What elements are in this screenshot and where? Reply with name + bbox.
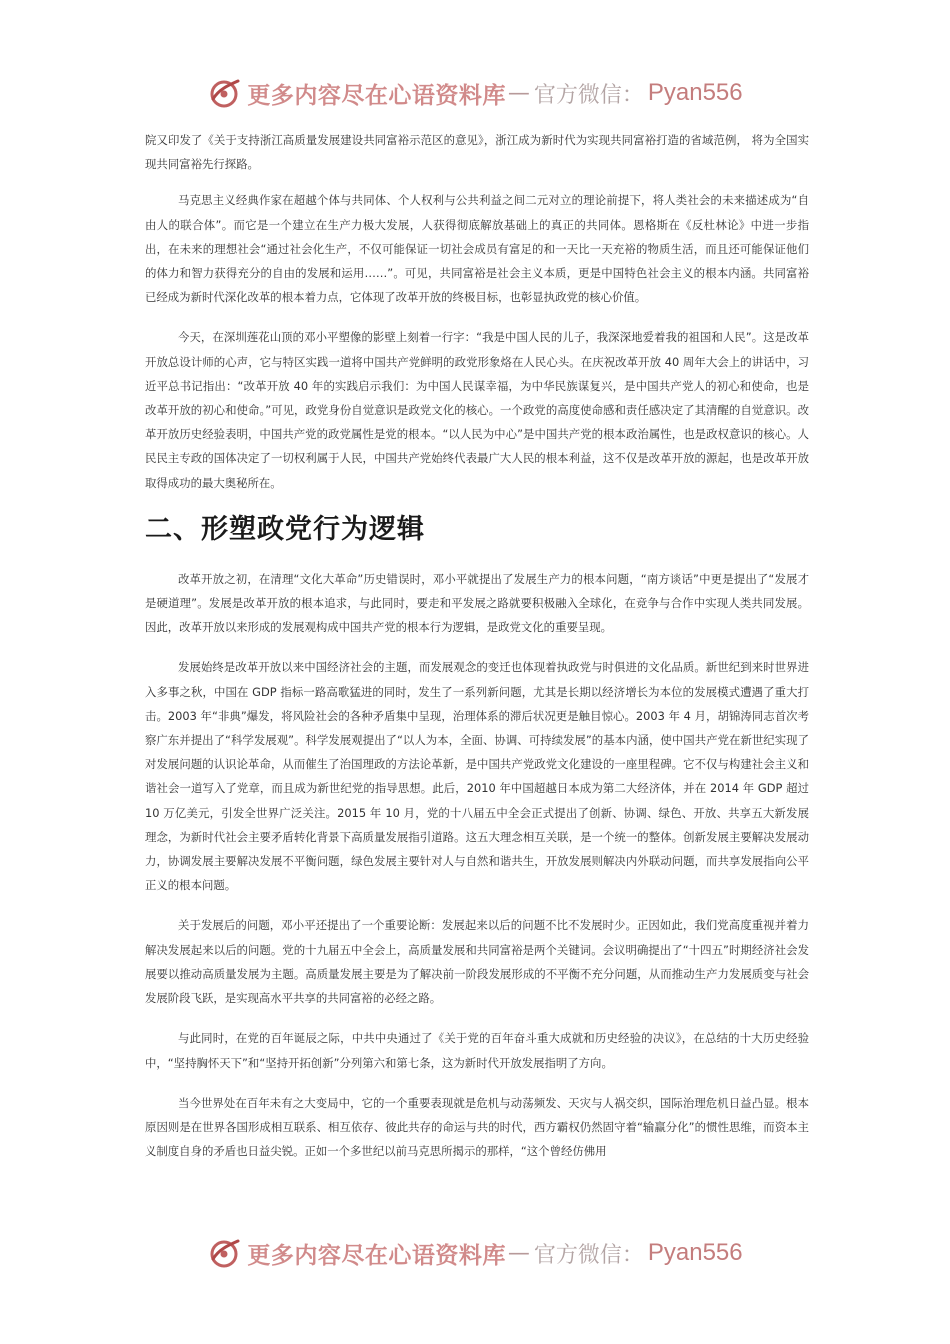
paragraph: 今天，在深圳莲花山顶的邓小平塑像的影壁上刻着一行字：“我是中国人民的儿子，我深深地爱着我的祖国和人民”。这是改革开放总设计师的心声，它与特区实践一道将中国共产党鲜明的政党形象烙在人民心头。在庆祝改革开放 40 周年大会上的讲话中，习近平总书记指出：“改革开放 40 年的实践启示我们：为中国人民谋幸福，为中华民族谋复兴，是中国共产党人的初心和使命，也是改革开放的初心和使命。”可见，政党身份自觉意识是政党文化的核心。一个政党的高度使命感和责任感决定了其清醒的自觉意识。改革开放历史经验表明，中国共产党的政党属性是党的根本。“以人民为中心”是中国共产党的根本政治属性，也是政权意识的核心。人民民主专政的国体决定了一切权利属于人民，中国共产党始终代表最广大人民的根本利益，这不仅是改革开放的源起，也是改革开放取得成功的最大奥秘所在。 <box>145 330 809 490</box>
banner-slogan: 更多内容尽在心语资料库 <box>247 1241 506 1269</box>
paragraph: 改革开放之初，在清理“文化大革命”历史错误时，邓小平就提出了发展生产力的根本问题，“南方谈话”中更是提出了“发展才是硬道理”。发展是改革开放的根本追求，与此同时，要走和平发展之路就要积极融入全球化，在竞争与合作中实现人类共同发展。因此，改革开放以来形成的发展观构成中国共产党的根本行为逻辑，是政党文化的重要呈现。 <box>145 571 809 635</box>
banner-wechat-label: 官方微信： <box>533 1242 644 1268</box>
banner-dash: — <box>507 1240 530 1266</box>
brush-logo-icon <box>207 1235 243 1271</box>
banner-dash: — <box>507 80 530 106</box>
paragraph: 与此同时，在党的百年诞辰之际，中共中央通过了《关于党的百年奋斗重大成就和历史经验的决议》，在总结的十大历史经验中，“坚持胸怀天下”和“坚持开拓创新”分列第六和第七条，这为新时代开放发展指明了方向。 <box>145 1031 809 1070</box>
paragraph: 关于发展后的问题，邓小平还提出了一个重要论断：发展起来以后的问题不比不发展时少。正因如此，我们党高度重视并着力解决发展起来以后的问题。党的十九届五中全会上，高质量发展和共同富裕是两个关键词。会议明确提出了“十四五”时期经济社会发展要以推动高质量发展为主题。高质量发展主要是为了解决前一阶段发展形成的不平衡不充分问题，从而推动生产力发展质变与社会发展阶段飞跃，是实现高水平共享的共同富裕的必经之路。 <box>145 918 809 1006</box>
banner-wechat-id: Pyan556 <box>647 1239 743 1266</box>
header-watermark-banner <box>0 73 950 113</box>
banner-wechat-id: Pyan556 <box>647 79 743 106</box>
paragraph: 马克思主义经典作家在超越个体与共同体、个人权利与公共利益之间二元对立的理论前提下，将人类社会的未来描述成为“自由人的联合体”。而它是一个建立在生产力极大发展，人获得彻底解放基础上的真正的共同体。恩格斯在《反杜林论》中进一步指出，在未来的理想社会“通过社会化生产，不仅可能保证一切社会成员有富足的和一天比一天充裕的物质生活，而且还可能保证他们的体力和智力获得充分的自由的发展和运用……”。可见，共同富裕是社会主义本质，更是中国特色社会主义的根本内涵。共同富裕已经成为新时代深化改革的根本着力点，它体现了改革开放的终极目标，也彰显执政党的核心价值。 <box>145 193 809 305</box>
paragraph: 院又印发了《关于支持浙江高质量发展建设共同富裕示范区的意见》，浙江成为新时代为实现共同富裕打造的省域范例， 将为全国实现共同富裕先行探路。 <box>145 133 809 172</box>
paragraph: 发展始终是改革开放以来中国经济社会的主题，而发展观念的变迁也体现着执政党与时俱进的文化品质。新世纪到来时世界进入多事之秋，中国在 GDP 指标一路高歌猛进的同时，发生了一系列新问题，尤其是长期以经济增长为本位的发展模式遭遇了重大打击。2003 年“非典”爆发，将风险社会的各种矛盾集中呈现，治理体系的滞后状况更是触目惊心。2003 年 4 月，胡锦涛同志首次考察广东并提出了“科学发展观”。科学发展观提出了“以人为本，全面、协调、可持续发展”的基本内涵，使中国共产党在新世纪实现了对发展问题的认识论革命，从而催生了治国理政的方法论革新，是中国共产党政党文化建设的一座里程碑。它不仅与构建社会主义和谐社会一道写入了党章，而且成为新世纪党的指导思想。此后，2010 年中国超越日本成为第二大经济体，并在 2014 年 GDP 超过 10 万亿美元，引发全世界广泛关注。2015 年 10 月，党的十八届五中全会正式提出了创新、协调、绿色、开放、共享五大新发展理念，为新时代社会主要矛盾转化背景下高质量发展指引道路。这五大理念相互关联，是一个统一的整体。创新发展主要解决发展动力，协调发展主要解决发展不平衡问题，绿色发展主要针对人与自然和谐共生，开放发展则解决内外联动问题，而共享发展指向公平正义的根本问题。 <box>145 660 809 893</box>
section-heading: 二、形塑政党行为逻辑 <box>145 513 425 545</box>
paragraph: 当今世界处在百年未有之大变局中，它的一个重要表现就是危机与动荡频发、天灾与人祸交织，国际治理危机日益凸显。根本原因则是在世界各国形成相互联系、相互依存、彼此共存的命运与共的时代，西方霸权仍然固守着“输赢分化”的惯性思维，而资本主义制度自身的矛盾也日益尖锐。正如一个多世纪以前马克思所揭示的那样，“这个曾经仿佛用 <box>145 1095 809 1159</box>
footer-watermark-banner <box>0 1233 950 1273</box>
document-body <box>145 128 809 1179</box>
banner-slogan: 更多内容尽在心语资料库 <box>247 81 506 109</box>
banner-wechat-label: 官方微信： <box>533 82 644 108</box>
brush-logo-icon <box>207 75 243 111</box>
